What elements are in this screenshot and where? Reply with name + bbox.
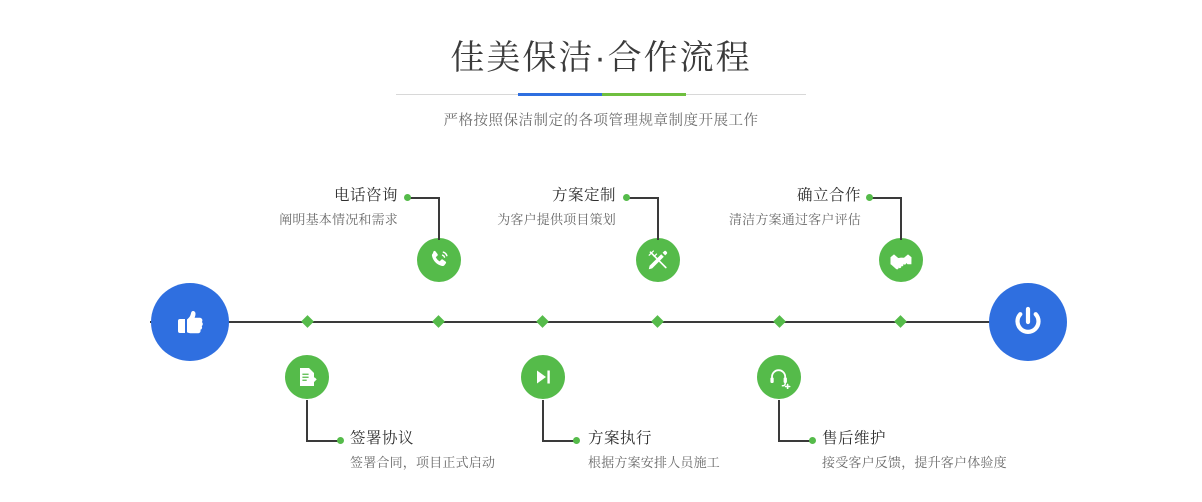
step-1-elbow [409,197,440,199]
step-6-arrow-dot [809,437,816,444]
step-6-title: 售后维护 [822,430,887,447]
step-2-title: 签署协议 [350,430,415,447]
step-2-label [350,428,580,474]
pen-ruler-icon [645,247,671,273]
axis-marker [894,315,907,328]
axis-marker [651,315,664,328]
headset-support-icon [767,365,791,389]
step-1-desc: 阐明基本情况和需求 [279,212,398,227]
step-4-elbow [542,440,574,442]
step-6-icon-badge [757,355,801,399]
axis-marker [432,315,445,328]
power-icon [1008,302,1048,342]
step-5-desc: 清洁方案通过客户评估 [728,212,861,227]
step-5-elbow [871,197,902,199]
step-6-connector [778,400,780,441]
handshake-icon [888,247,914,273]
step-4-connector [542,400,544,441]
step-4-title: 方案执行 [588,430,653,447]
step-5-title: 确立合作 [796,187,861,204]
step-3-title: 方案定制 [551,187,616,204]
step-2-desc: 签署合同，项目正式启动 [350,455,496,470]
axis-marker [773,315,786,328]
step-2-icon-badge [285,355,329,399]
diagram-header [0,36,1202,130]
step-6-label [822,428,1072,474]
divider-accent-blue [518,93,602,96]
divider-accent-green [602,93,686,96]
step-2-connector [306,400,308,441]
step-3-icon-badge [636,238,680,282]
step-5-connector [900,197,902,240]
step-1-label [253,185,398,231]
step-2-arrow-dot [337,437,344,444]
timeline-axis [150,321,1052,323]
step-6-desc: 接受客户反馈，提升客户体验度 [822,455,1007,470]
end-node [989,283,1067,361]
step-2-elbow [306,440,338,442]
phone-call-icon [426,247,452,273]
step-1-arrow-dot [404,194,411,201]
title-divider [396,93,806,96]
step-5-label [706,185,861,231]
step-4-desc: 根据方案安排人员施工 [588,455,721,470]
document-edit-icon [295,365,319,389]
thumbs-up-icon [171,303,209,341]
step-4-label [588,428,818,474]
step-5-arrow-dot [866,194,873,201]
page-subtitle: 严格按照保洁制定的各项管理规章制度开展工作 [443,113,759,129]
start-node [151,283,229,361]
axis-marker [536,315,549,328]
step-3-arrow-dot [623,194,630,201]
step-1-title: 电话咨询 [333,187,398,204]
step-1-icon-badge [417,238,461,282]
step-5-icon-badge [879,238,923,282]
step-4-arrow-dot [573,437,580,444]
step-3-connector [657,197,659,240]
play-forward-icon [531,365,555,389]
step-3-desc: 为客户提供项目策划 [497,212,616,227]
step-3-elbow [628,197,659,199]
step-4-icon-badge [521,355,565,399]
page-title: 佳美保洁·合作流程 [450,39,752,77]
step-3-label [461,185,616,231]
step-6-elbow [778,440,810,442]
axis-marker [301,315,314,328]
step-1-connector [438,197,440,240]
